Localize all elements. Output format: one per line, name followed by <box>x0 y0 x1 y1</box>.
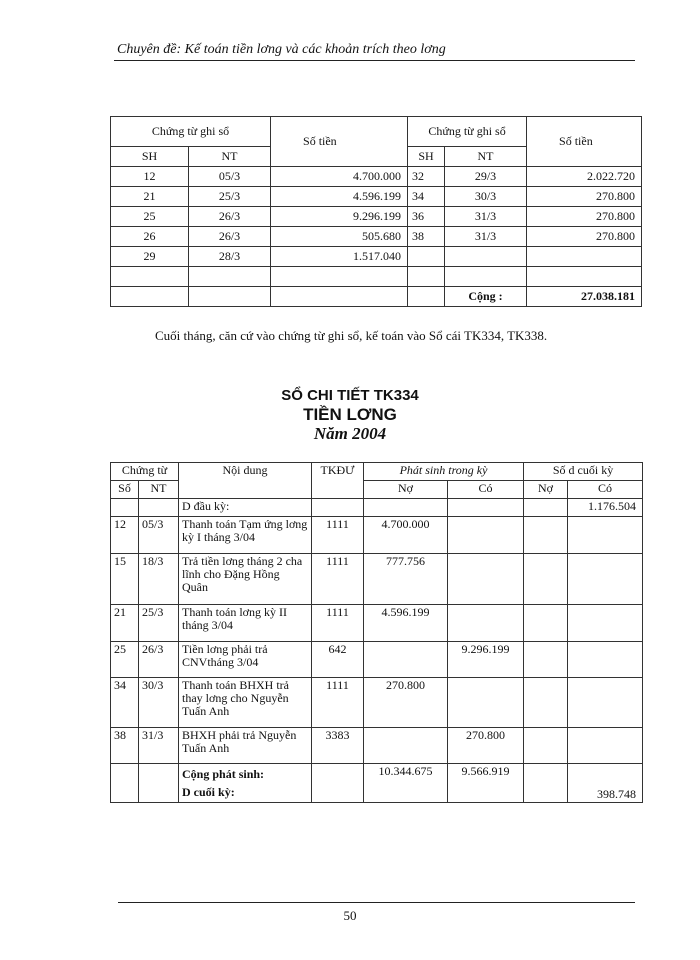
empty-cell <box>568 517 643 554</box>
table-row <box>111 247 642 267</box>
amount-cell: 4.700.000 <box>271 167 408 187</box>
opening-label: D đầu kỳ: <box>179 499 312 517</box>
opening-co: 1.176.504 <box>568 499 643 517</box>
empty-cell <box>568 642 643 678</box>
total-value: 27.038.181 <box>527 287 642 307</box>
nt-header-left: NT <box>189 147 271 167</box>
table-row <box>111 517 643 554</box>
co-cell <box>448 517 524 554</box>
content-cell: Thanh toán BHXH trả thay lơng cho Nguyễn Tuấn Anh <box>179 678 312 728</box>
total-label: Cộng : <box>445 287 527 307</box>
header-divider <box>114 60 635 61</box>
empty-cell <box>189 267 271 287</box>
nt-cell: 29/3 <box>445 167 527 187</box>
co-cell: 270.800 <box>448 728 524 764</box>
co-header: Có <box>568 481 643 499</box>
so-cell: 25 <box>111 642 139 678</box>
sh-header-left: SH <box>111 147 189 167</box>
empty-cell <box>568 554 643 605</box>
arising-header: Phát sinh trong kỳ <box>364 463 524 481</box>
no-header: Nợ <box>524 481 568 499</box>
nt-cell: 05/3 <box>189 167 271 187</box>
sh-cell: 38 <box>408 227 445 247</box>
so-cell: 34 <box>111 678 139 728</box>
tk-cell: 642 <box>312 642 364 678</box>
nt-cell: 26/3 <box>189 227 271 247</box>
empty-cell <box>111 499 139 517</box>
table-row <box>111 227 642 247</box>
empty-cell <box>139 499 179 517</box>
empty-cell <box>271 287 408 307</box>
empty-cell <box>527 267 642 287</box>
nt-cell: 25/3 <box>139 605 179 642</box>
nt-cell: 05/3 <box>139 517 179 554</box>
so-header: Số <box>111 481 139 499</box>
tk-cell: 1111 <box>312 678 364 728</box>
empty-cell <box>111 764 139 803</box>
nt-cell: 26/3 <box>139 642 179 678</box>
tk-cell: 3383 <box>312 728 364 764</box>
table-row <box>111 187 642 207</box>
nt-cell: 28/3 <box>189 247 271 267</box>
co-cell <box>448 678 524 728</box>
empty-cell <box>448 499 524 517</box>
nt-cell: 18/3 <box>139 554 179 605</box>
so-cell: 15 <box>111 554 139 605</box>
amount-header-right: Số tiền <box>527 117 642 167</box>
so-cell: 38 <box>111 728 139 764</box>
amount-header-left: Số tiền <box>271 117 408 167</box>
empty-cell <box>111 287 189 307</box>
sh-cell: 32 <box>408 167 445 187</box>
table-row <box>111 728 643 764</box>
page-number: 50 <box>343 908 357 923</box>
voucher-header-right: Chứng từ ghi sổ <box>408 117 527 147</box>
empty-cell <box>568 605 643 642</box>
nt-cell: 25/3 <box>189 187 271 207</box>
ledger-year: Năm 2004 <box>313 424 387 443</box>
sh-cell: 21 <box>111 187 189 207</box>
voucher-summary-table <box>110 116 642 307</box>
empty-cell <box>364 499 448 517</box>
no-cell: 4.596.199 <box>364 605 448 642</box>
empty-cell <box>408 267 445 287</box>
body-paragraph: Cuối tháng, căn cứ vào chứng từ ghi sổ, kế toán vào Sổ cái TK334, TK338. <box>155 328 548 343</box>
empty-cell <box>189 287 271 307</box>
table-row <box>111 642 643 678</box>
empty-cell <box>524 517 568 554</box>
total-co: 9.566.919 <box>448 764 524 803</box>
no-cell: 4.700.000 <box>364 517 448 554</box>
so-cell: 21 <box>111 605 139 642</box>
tk-cell: 1111 <box>312 517 364 554</box>
empty-cell <box>568 678 643 728</box>
empty-cell <box>408 287 445 307</box>
co-cell <box>448 605 524 642</box>
empty-cell <box>312 764 364 803</box>
no-cell <box>364 642 448 678</box>
table-row <box>111 605 643 642</box>
empty-cell <box>524 499 568 517</box>
nt-cell: 31/3 <box>445 207 527 227</box>
nt-cell <box>445 247 527 267</box>
co-cell <box>448 554 524 605</box>
empty-cell <box>445 267 527 287</box>
table-row <box>111 267 642 287</box>
nt-cell: 31/3 <box>445 227 527 247</box>
co-cell: 9.296.199 <box>448 642 524 678</box>
total-row <box>111 287 642 307</box>
table-row <box>111 678 643 728</box>
amount-cell: 9.296.199 <box>271 207 408 227</box>
closing-co: 398.748 <box>568 764 643 803</box>
table-row <box>111 207 642 227</box>
tkdu-header: TKĐƯ <box>312 463 364 499</box>
amount-cell: 270.800 <box>527 187 642 207</box>
no-cell: 777.756 <box>364 554 448 605</box>
amount-cell <box>527 247 642 267</box>
empty-cell <box>111 267 189 287</box>
ledger-table <box>110 462 643 803</box>
content-cell: Thanh toán Tạm ứng lơng kỳ I tháng 3/04 <box>179 517 312 554</box>
content-cell: Thanh toán lơng kỳ II tháng 3/04 <box>179 605 312 642</box>
sh-cell <box>408 247 445 267</box>
amount-cell: 1.517.040 <box>271 247 408 267</box>
content-header: Nội dung <box>179 463 312 499</box>
amount-cell: 505.680 <box>271 227 408 247</box>
total-arising-label: Cộng phát sinh: <box>182 767 265 781</box>
opening-balance-row <box>111 499 643 517</box>
sh-cell: 12 <box>111 167 189 187</box>
empty-cell <box>271 267 408 287</box>
nt-cell: 30/3 <box>139 678 179 728</box>
tk-cell: 1111 <box>312 554 364 605</box>
empty-cell <box>568 728 643 764</box>
ending-balance-header: Số d cuối kỳ <box>524 463 643 481</box>
voucher-header: Chứng từ <box>111 463 179 481</box>
table-row <box>111 167 642 187</box>
sh-cell: 36 <box>408 207 445 227</box>
so-cell: 12 <box>111 517 139 554</box>
no-cell: 270.800 <box>364 678 448 728</box>
co-header: Có <box>448 481 524 499</box>
sh-cell: 25 <box>111 207 189 227</box>
content-cell: Tiền lơng phải trả CNVtháng 3/04 <box>179 642 312 678</box>
total-row <box>111 764 643 803</box>
footer-divider <box>118 902 635 903</box>
tk-cell: 1111 <box>312 605 364 642</box>
no-header: Nợ <box>364 481 448 499</box>
amount-cell: 2.022.720 <box>527 167 642 187</box>
sh-header-right: SH <box>408 147 445 167</box>
content-cell: Trả tiền lơng tháng 2 cha lĩnh cho Đặng Hồng Quân <box>179 554 312 605</box>
amount-cell: 270.800 <box>527 227 642 247</box>
table-row <box>111 554 643 605</box>
empty-cell <box>524 728 568 764</box>
empty-cell <box>139 764 179 803</box>
sh-cell: 29 <box>111 247 189 267</box>
nt-cell: 31/3 <box>139 728 179 764</box>
document-header: Chuyên đề: Kế toán tiền lơng và các khoản trích theo lơng <box>117 42 446 57</box>
empty-cell <box>524 554 568 605</box>
total-no: 10.344.675 <box>364 764 448 803</box>
empty-cell <box>312 499 364 517</box>
content-cell: BHXH phải trả Nguyễn Tuấn Anh <box>179 728 312 764</box>
sh-cell: 26 <box>111 227 189 247</box>
nt-header-right: NT <box>445 147 527 167</box>
voucher-header-left: Chứng từ ghi sổ <box>111 117 271 147</box>
no-cell <box>364 728 448 764</box>
empty-cell <box>524 678 568 728</box>
nt-cell: 26/3 <box>189 207 271 227</box>
nt-cell: 30/3 <box>445 187 527 207</box>
empty-cell <box>524 764 568 803</box>
closing-balance-label: D cuối kỳ: <box>182 785 235 799</box>
ledger-title: SỔ CHI TIẾT TK334 <box>281 387 419 404</box>
sh-cell: 34 <box>408 187 445 207</box>
amount-cell: 270.800 <box>527 207 642 227</box>
nt-header: NT <box>139 481 179 499</box>
empty-cell <box>524 605 568 642</box>
empty-cell <box>524 642 568 678</box>
ledger-subtitle: TIỀN LƠNG <box>303 405 397 424</box>
amount-cell: 4.596.199 <box>271 187 408 207</box>
